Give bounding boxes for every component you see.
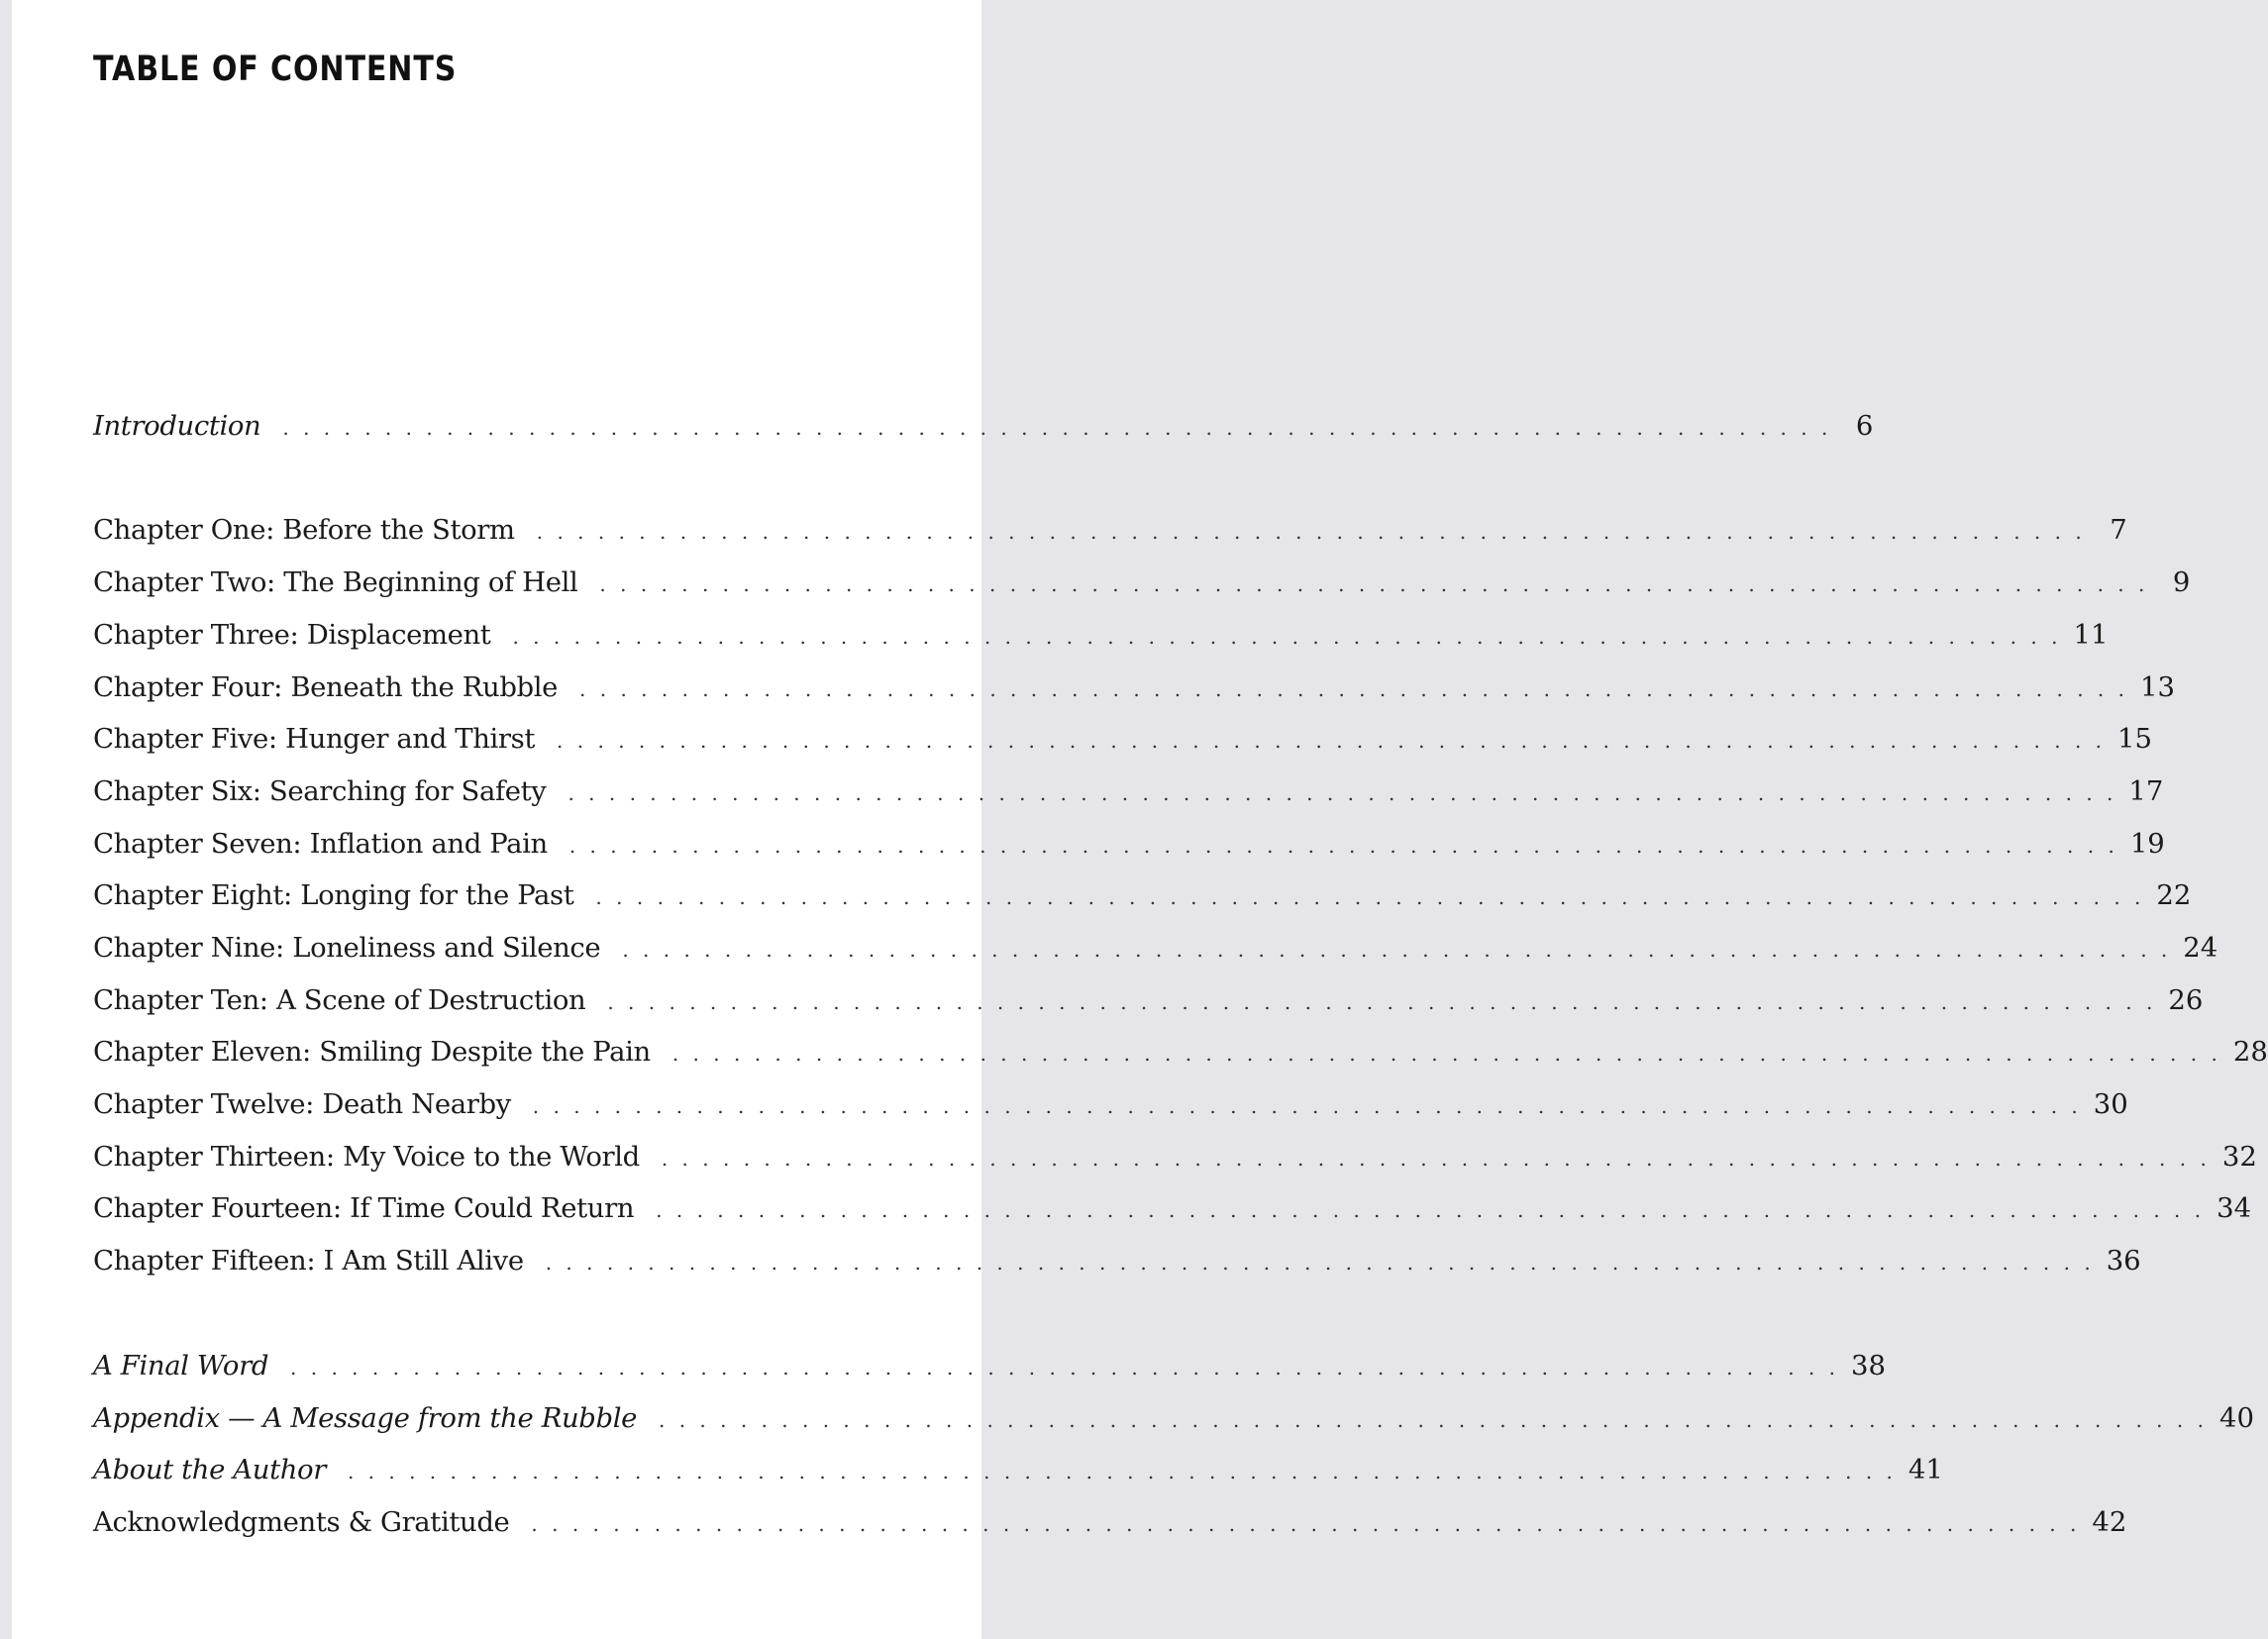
toc-page-number: 42 <box>2092 1506 2127 1538</box>
toc-entry-label: Chapter Nine: Loneliness and Silence <box>93 932 601 964</box>
toc-entry-chapter-8 <box>93 879 2192 919</box>
dot-leader: . . . . . . . . . . . . . . . . . . . . . . . . . . . . . . . . . . . . . . . . . . . . . . . . . . . . . . . . . . . . . . . . . . . . . . . . . . . . <box>536 520 2086 544</box>
toc-page-number: 9 <box>2172 566 2191 598</box>
dot-leader: . . . . . . . . . . . . . . . . . . . . . . . . . . . . . . . . . . . . . . . . . . . . . . . . . . . . . . . . . . . . . . . . . . . . . . . . . . . . <box>659 1408 2208 1432</box>
toc-entry-label: Chapter Eight: Longing for the Past <box>93 879 574 911</box>
toc-page-number: 30 <box>2093 1088 2128 1120</box>
dot-leader: . . . . . . . . . . . . . . . . . . . . . . . . . . . . . . . . . . . . . . . . . . . . . . . . . . . . . . . . . . . . . . . . . . . . . . . . . . . . <box>567 781 2117 805</box>
toc-entry-label: Chapter Ten: A Scene of Destruction <box>93 984 586 1016</box>
toc-page-number: 41 <box>1907 1454 1943 1485</box>
toc-entry-chapter-15 <box>93 1245 2141 1284</box>
toc-page-number: 15 <box>2117 723 2153 755</box>
toc-entry-chapter-14 <box>93 1192 2252 1232</box>
toc-entry-label: About the Author <box>93 1454 326 1485</box>
toc-page-number: 13 <box>2140 671 2175 703</box>
dot-leader: . . . . . . . . . . . . . . . . . . . . . . . . . . . . . . . . . . . . . . . . . . . . . . . . . . . . . . . . . . . . . . . . . . . . . . . . . . . . <box>622 938 2172 962</box>
dot-leader: . . . . . . . . . . . . . . . . . . . . . . . . . . . . . . . . . . . . . . . . . . . . . . . . . . . . . . . . . . . . . . . . . . . . . . . . . . . . <box>595 885 2145 909</box>
toc-entry-label: Chapter Eleven: Smiling Despite the Pain <box>93 1036 651 1068</box>
toc-entry-final-word <box>93 1350 1887 1389</box>
toc-entry-label: Chapter Seven: Inflation and Pain <box>93 828 548 860</box>
toc-entry-chapter-7 <box>93 828 2165 868</box>
page-title: TABLE OF CONTENTS <box>93 50 458 89</box>
toc-entry-label: Acknowledgments & Gratitude <box>93 1506 510 1538</box>
toc-page-number: 6 <box>1855 410 1874 442</box>
dot-leader: . . . . . . . . . . . . . . . . . . . . . . . . . . . . . . . . . . . . . . . . . . . . . . . . . . . . . . . . . . . . . . . . . . . . . . . . . . . . <box>512 625 2062 649</box>
toc-page-number: 17 <box>2128 775 2164 807</box>
toc-page-number: 28 <box>2232 1036 2268 1068</box>
toc-entry-label: Chapter Six: Searching for Safety <box>93 775 547 807</box>
toc-entry-chapter-4 <box>93 671 2175 711</box>
toc-entry-label: Chapter Fifteen: I Am Still Alive <box>93 1245 524 1277</box>
toc-entry-chapter-1 <box>93 514 2127 554</box>
toc-entry-introduction <box>93 410 1874 450</box>
dot-leader: . . . . . . . . . . . . . . . . . . . . . . . . . . . . . . . . . . . . . . . . . . . . . . . . . . . . . . . . . . . . . . . . . . . . . . . . . . . . <box>532 1094 2082 1118</box>
toc-page-number: 36 <box>2106 1245 2141 1277</box>
toc-entry-label: Chapter Three: Displacement <box>93 619 491 651</box>
toc-page-number: 38 <box>1851 1350 1887 1382</box>
toc-entry-label: Introduction <box>93 410 261 442</box>
toc-entry-chapter-6 <box>93 775 2164 815</box>
toc-entry-chapter-5 <box>93 723 2153 763</box>
dot-leader: . . . . . . . . . . . . . . . . . . . . . . . . . . . . . . . . . . . . . . . . . . . . . . . . . . . . . . . . . . . . . . . . . . . . . . . . . . . . <box>568 834 2118 858</box>
toc-page-number: 40 <box>2218 1402 2254 1434</box>
toc-entry-chapter-12 <box>93 1088 2128 1128</box>
toc-entry-label: Chapter Two: The Beginning of Hell <box>93 566 578 598</box>
toc-entry-chapter-9 <box>93 932 2218 972</box>
dot-leader: . . . . . . . . . . . . . . . . . . . . . . . . . . . . . . . . . . . . . . . . . . . . . . . . . . . . . . . . . . . . . . . . . . . . . . . . . . . . <box>671 1042 2221 1066</box>
toc-page-number: 7 <box>2110 514 2127 546</box>
toc-entry-chapter-3 <box>93 619 2109 659</box>
toc-entry-label: Chapter One: Before the Storm <box>93 514 515 546</box>
dot-leader: . . . . . . . . . . . . . . . . . . . . . . . . . . . . . . . . . . . . . . . . . . . . . . . . . . . . . . . . . . . . . . . . . . . . . . . . . . . . <box>656 1198 2206 1222</box>
toc-entry-label: Chapter Twelve: Death Nearby <box>93 1088 511 1120</box>
toc-entry-about-author <box>93 1454 1943 1493</box>
dot-leader: . . . . . . . . . . . . . . . . . . . . . . . . . . . . . . . . . . . . . . . . . . . . . . . . . . . . . . . . . . . . . . . . . . . . . . . . . . . . <box>557 729 2107 753</box>
toc-page-number: 26 <box>2168 984 2204 1016</box>
document-page <box>12 0 2268 1639</box>
toc-entry-acknowledgments <box>93 1506 2127 1546</box>
dot-leader: . . . . . . . . . . . . . . . . . . . . . . . . . . . . . . . . . . . . . . . . . . . . . . . . . . . . . . . . . . . . . . . . . . . . . . . . . . . . <box>607 990 2157 1014</box>
toc-entry-label: Chapter Thirteen: My Voice to the World <box>93 1141 640 1173</box>
toc-page-number: 24 <box>2183 932 2218 964</box>
toc-page-number: 32 <box>2221 1141 2257 1173</box>
toc-entry-chapter-2 <box>93 566 2191 606</box>
toc-entry-chapter-11 <box>93 1036 2268 1076</box>
toc-page-number: 11 <box>2073 619 2109 651</box>
toc-entry-label: Chapter Four: Beneath the Rubble <box>93 671 559 703</box>
dot-leader: . . . . . . . . . . . . . . . . . . . . . . . . . . . . . . . . . . . . . . . . . . . . . . . . . . . . . . . . . . . . . . . . . . . . . . . . . . . . <box>282 416 1832 440</box>
toc-entry-label: Appendix — A Message from the Rubble <box>93 1402 637 1434</box>
toc-page-number: 34 <box>2216 1192 2252 1224</box>
toc-entry-chapter-10 <box>93 984 2204 1024</box>
dot-leader: . . . . . . . . . . . . . . . . . . . . . . . . . . . . . . . . . . . . . . . . . . . . . . . . . . . . . . . . . . . . . . . . . . . . . . . . . . . . <box>579 677 2128 701</box>
toc-page-number: 19 <box>2129 828 2165 860</box>
toc-entry-label: A Final Word <box>93 1350 269 1382</box>
dot-leader: . . . . . . . . . . . . . . . . . . . . . . . . . . . . . . . . . . . . . . . . . . . . . . . . . . . . . . . . . . . . . . . . . . . . . . . . . . . . <box>531 1512 2081 1536</box>
dot-leader: . . . . . . . . . . . . . . . . . . . . . . . . . . . . . . . . . . . . . . . . . . . . . . . . . . . . . . . . . . . . . . . . . . . . . . . . . . . . <box>290 1356 1840 1380</box>
dot-leader: . . . . . . . . . . . . . . . . . . . . . . . . . . . . . . . . . . . . . . . . . . . . . . . . . . . . . . . . . . . . . . . . . . . . . . . . . . . . <box>545 1251 2095 1275</box>
dot-leader: . . . . . . . . . . . . . . . . . . . . . . . . . . . . . . . . . . . . . . . . . . . . . . . . . . . . . . . . . . . . . . . . . . . . . . . . . . . . <box>599 572 2149 596</box>
toc-entry-chapter-13 <box>93 1141 2257 1180</box>
toc-entry-label: Chapter Five: Hunger and Thirst <box>93 723 536 755</box>
toc-page-number: 22 <box>2156 879 2192 911</box>
toc-entry-label: Chapter Fourteen: If Time Could Return <box>93 1192 635 1224</box>
dot-leader: . . . . . . . . . . . . . . . . . . . . . . . . . . . . . . . . . . . . . . . . . . . . . . . . . . . . . . . . . . . . . . . . . . . . . . . . . . . . <box>661 1147 2211 1171</box>
dot-leader: . . . . . . . . . . . . . . . . . . . . . . . . . . . . . . . . . . . . . . . . . . . . . . . . . . . . . . . . . . . . . . . . . . . . . . . . . . . . <box>347 1460 1897 1484</box>
toc-entry-appendix <box>93 1402 2254 1442</box>
